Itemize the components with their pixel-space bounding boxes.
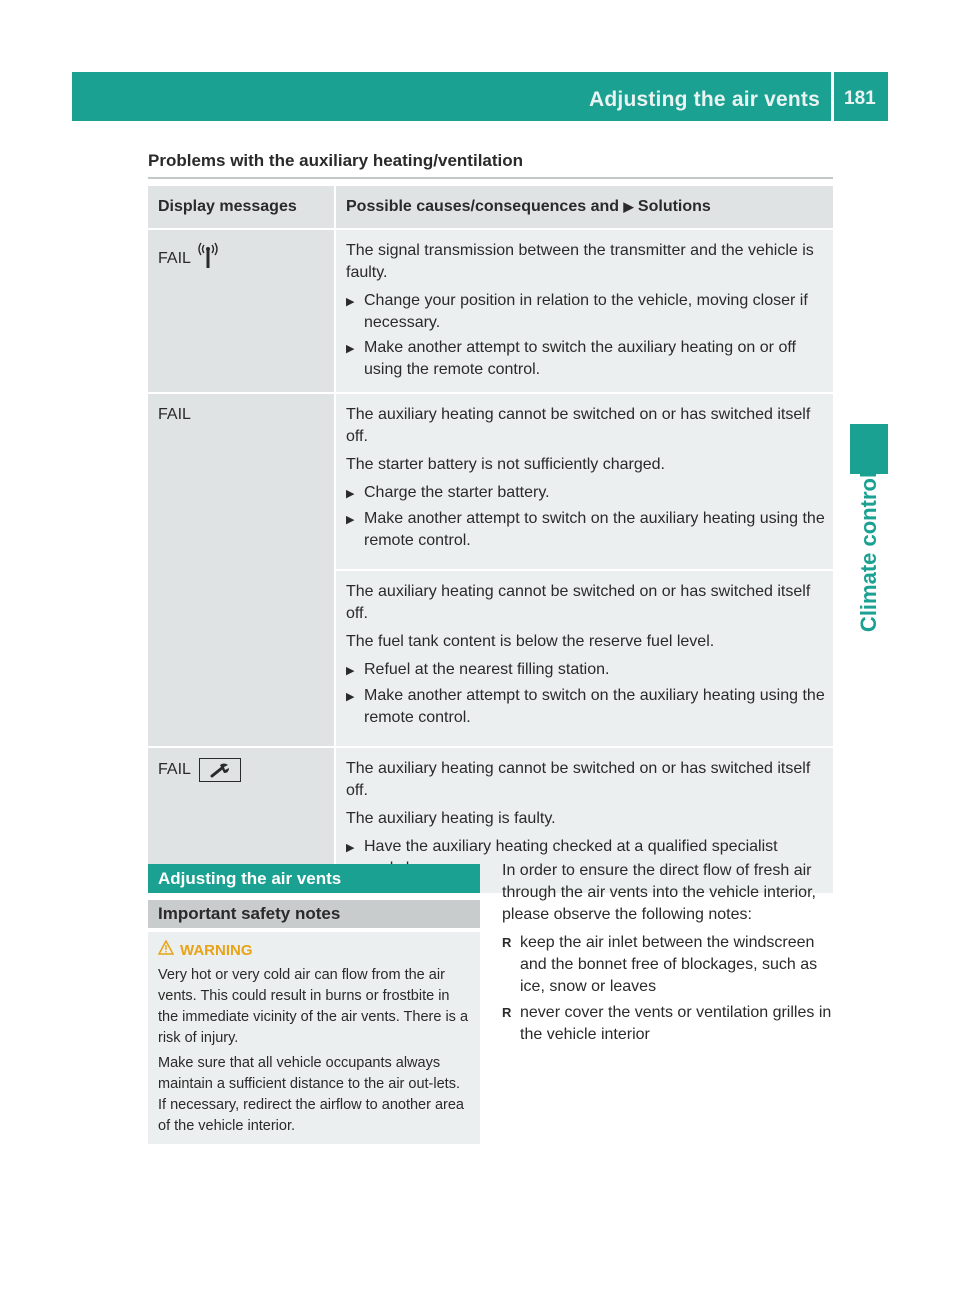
wrench-icon [199, 758, 241, 782]
col-header-causes [334, 186, 833, 228]
cause-text: The signal transmission between the transmitter and the vehicle is faulty. [346, 242, 814, 281]
page-number: 181 [844, 88, 876, 109]
list-item: R never cover the vents or ventilation grilles in the vehicle interior [502, 1002, 834, 1046]
cause-text: The auxiliary heating is faulty. [346, 810, 556, 827]
col-header-causes-label: Possible causes/consequences and [346, 198, 620, 215]
solution-cell [334, 392, 833, 569]
header-bar [72, 72, 888, 121]
solution-cell [334, 228, 833, 392]
header-title: Adjusting the air vents [589, 88, 820, 111]
chapter-tab [850, 424, 888, 474]
step-arrow-icon: ▶ [346, 691, 355, 703]
solution-step: ▶ Have the auxiliary heating checked at a qualified specialist [346, 836, 825, 880]
solution-cell [334, 569, 833, 746]
chapter-label: Climate control [856, 471, 881, 633]
solution-step: ▶ Make another attempt to switch on the auxiliary heating using the remote control. [346, 685, 825, 729]
cause-text: The auxiliary heating cannot be switched on or has switched itself off. [346, 583, 811, 622]
cause-text: The auxiliary heating cannot be switched on or has switched itself off. [346, 406, 811, 445]
warning-triangle-icon [158, 940, 174, 961]
step-arrow-icon: ▶ [346, 296, 355, 308]
safety-notes-subheading: Important safety notes [148, 900, 480, 928]
air-vents-heading: Adjusting the air vents [148, 864, 480, 893]
step-arrow-icon: ▶ [346, 488, 355, 500]
radio-signal-icon [195, 240, 221, 277]
solution-step: ▶ Refuel at the nearest filling station. [346, 659, 825, 682]
cause-text: The fuel tank content is below the reserve fuel level. [346, 633, 715, 650]
display-message-cell [148, 228, 334, 392]
solution-step: ▶ Make another attempt to switch the auxiliary heating on or off using the remote control. [346, 337, 825, 381]
intro-text: In order to ensure the direct flow of fresh air through the air vents into the vehicle interior, please observe the following notes: [502, 862, 816, 923]
solution-step: ▶ Charge the starter battery. [346, 482, 825, 505]
step-arrow-icon: ▶ [346, 842, 355, 854]
col-header-display-messages: Display messages [148, 186, 334, 228]
solution-step: ▶ Change your position in relation to the vehicle, moving closer if necessary. [346, 290, 825, 334]
list-item: R keep the air inlet between the windscreen and the bonnet free of blockages, such as ice, snow or leaves [502, 932, 834, 998]
display-message-text: FAIL [158, 249, 191, 267]
step-arrow-icon: ▶ [346, 343, 355, 355]
play-arrow-icon: ▶ [623, 199, 634, 214]
warning-text: Very hot or very cold air can flow from the air vents. This could result in burns or frostbite in the immediate vicinity of the air vents. There is a risk of injury. [158, 967, 469, 1046]
warning-box [148, 932, 480, 1144]
bullet-icon: R [502, 1005, 512, 1020]
step-arrow-icon: ▶ [346, 665, 355, 677]
display-message-text: FAIL [158, 761, 191, 778]
problems-table [148, 186, 833, 893]
step-arrow-icon: ▶ [346, 514, 355, 526]
cause-text: The starter battery is not sufficiently charged. [346, 456, 665, 473]
cause-text: The auxiliary heating cannot be switched on or has switched itself off. [346, 760, 811, 799]
warning-text: Make sure that all vehicle occupants always maintain a sufficient distance to the air out-lets. If necessary, redirect the airflow to another area of the vehicle interior. [158, 1055, 464, 1134]
air-vents-notes [502, 860, 834, 1050]
col-header-solutions-label: Solutions [637, 198, 711, 215]
section-rule [148, 177, 833, 179]
bullet-icon: R [502, 935, 512, 950]
display-message-text: FAIL [158, 406, 191, 423]
table-row [148, 228, 833, 392]
solution-step: ▶ Make another attempt to switch on the auxiliary heating using the remote control. [346, 508, 825, 552]
table-row [148, 392, 833, 569]
display-message-cell [148, 392, 334, 746]
section-title: Problems with the auxiliary heating/ventilation [148, 151, 524, 170]
header-divider [831, 72, 834, 121]
warning-label: WARNING [180, 942, 253, 959]
